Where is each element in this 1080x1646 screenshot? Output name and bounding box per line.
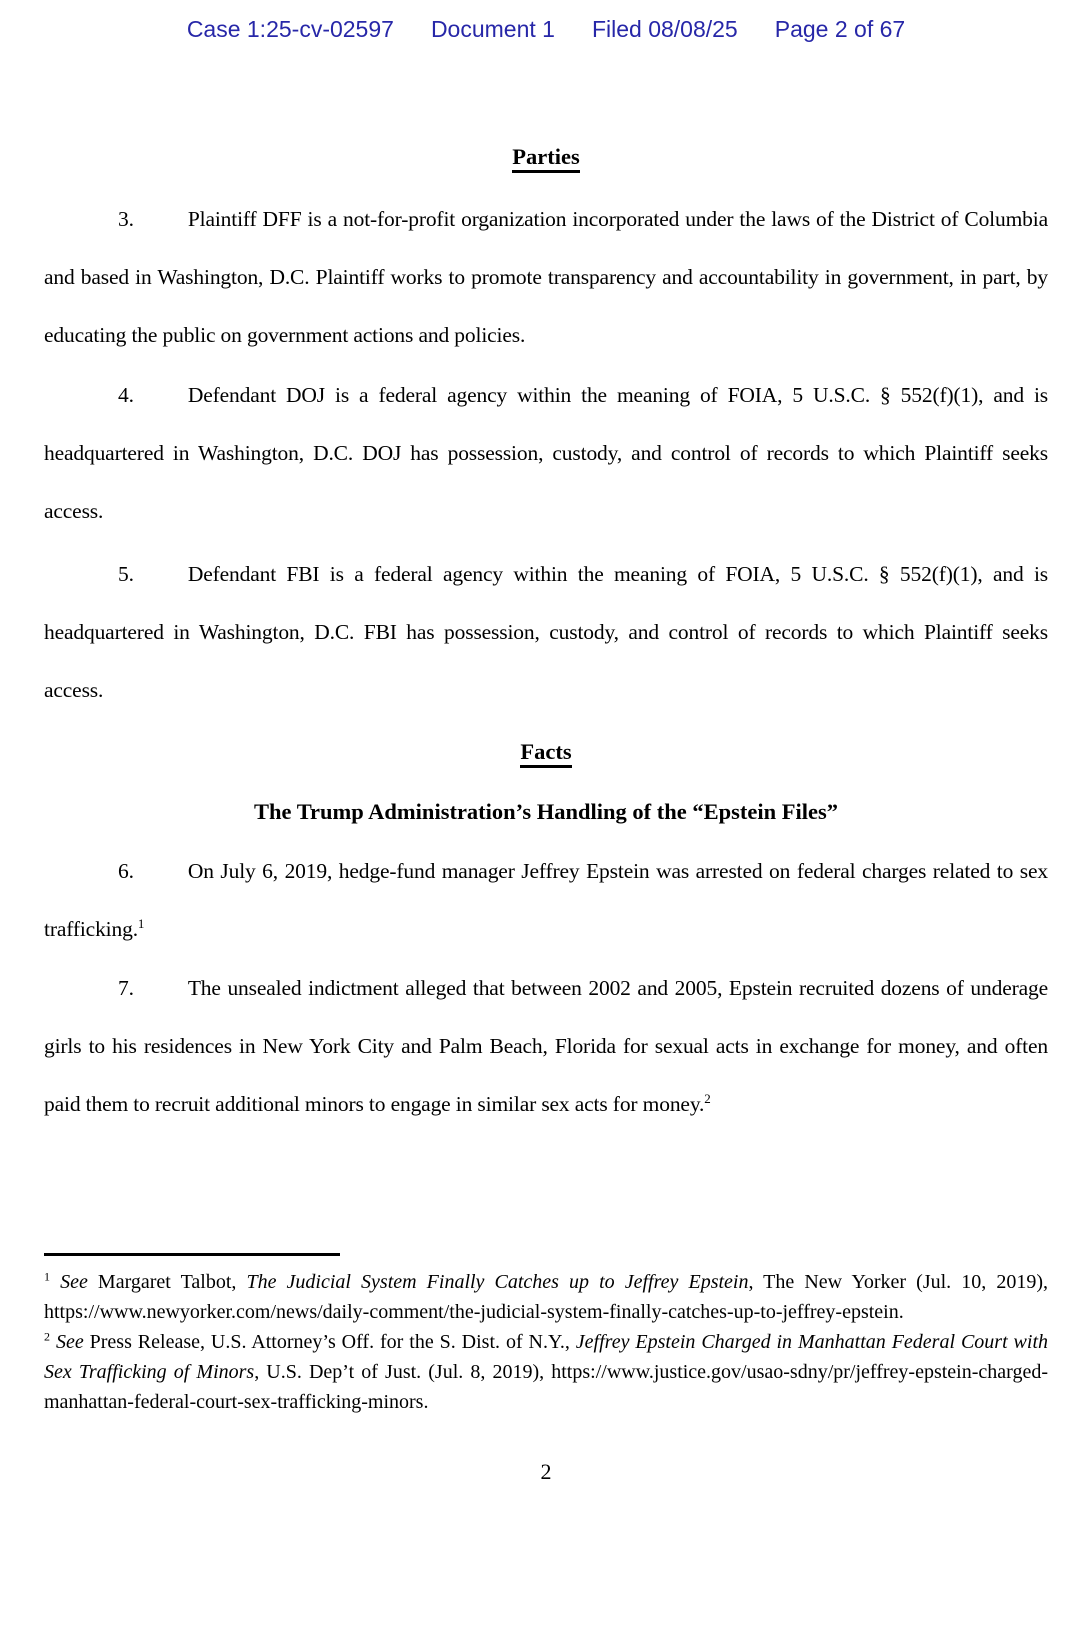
stamp-page-count: Page 2 of 67 xyxy=(774,16,906,42)
footnote-1-number: 1 xyxy=(44,1269,50,1284)
paragraph-4 xyxy=(44,366,1048,540)
paragraph-4-text: Defendant DOJ is a federal agency within the meaning of FOIA, 5 U.S.C. § 552(f)(1), and is headquartered in Washington, D.C. DOJ has possession, custody, and control of records to which Plaintiff seeks access. xyxy=(44,383,1048,523)
footnote-ref-1: 1 xyxy=(137,915,145,931)
paragraph-3-number: 3. xyxy=(118,207,134,231)
footnote-1-citation-post: , The New Yorker (Jul. 10, 2019), https://www.newyorker.com/news/daily-comment/the-judicial-system-finally-catches-up-to-jeffrey-epstein. xyxy=(44,1271,1048,1323)
footnote-2-article-title: Jeffrey Epstein Charged in Manhattan Federal Court with Sex Trafficking of Minors xyxy=(44,1331,1049,1383)
footnote-2-number: 2 xyxy=(44,1329,50,1344)
paragraph-5-number: 5. xyxy=(118,562,134,586)
paragraph-3-text: Plaintiff DFF is a not-for-profit organization incorporated under the laws of the District of Columbia and based in Washington, D.C. Plaintiff works to promote transparency and accountability in government, in part, by educating the public on government actions and policies. xyxy=(44,207,1048,347)
footnote-2-signal: See xyxy=(55,1331,84,1353)
paragraph-7 xyxy=(44,959,1048,1133)
paragraph-6-text: On July 6, 2019, hedge-fund manager Jeffrey Epstein was arrested on federal charges related to sex trafficking. xyxy=(44,859,1048,941)
parties-heading: Parties xyxy=(512,145,579,173)
stamp-filed-date: Filed 08/08/25 xyxy=(591,16,738,42)
paragraph-7-number: 7. xyxy=(118,976,134,1000)
footnote-1 xyxy=(44,1267,1048,1327)
footnote-2-citation-pre: Press Release, U.S. Attorney’s Off. for the S. Dist. of N.Y., xyxy=(83,1331,576,1353)
footnote-1-signal: See xyxy=(60,1271,88,1293)
footnote-ref-2: 2 xyxy=(704,1090,711,1106)
paragraph-7-text: The unsealed indictment alleged that between 2002 and 2005, Epstein recruited dozens of underage girls to his residences in New York City and Palm Beach, Florida for sexual acts in exchange for money, and often paid them to recruit additional minors to engage in similar sex acts for money. xyxy=(44,976,1048,1116)
footnote-2 xyxy=(44,1327,1048,1417)
footnote-1-citation-pre: Margaret Talbot, xyxy=(87,1271,247,1293)
page-number: 2 xyxy=(540,1459,552,1484)
paragraph-6-number: 6. xyxy=(118,859,134,883)
facts-heading-row xyxy=(44,740,1048,768)
paragraph-5-text: Defendant FBI is a federal agency within the meaning of FOIA, 5 U.S.C. § 552(f)(1), and is headquartered in Washington, D.C. FBI has possession, custody, and control of records to which Plaintiff seeks access. xyxy=(44,562,1048,702)
facts-subheading: The Trump Administration’s Handling of the “Epstein Files” xyxy=(253,799,839,824)
paragraph-4-number: 4. xyxy=(118,383,134,407)
footnote-separator xyxy=(44,1253,340,1256)
ecf-stamp xyxy=(44,16,1048,42)
stamp-document-number: Document 1 xyxy=(430,16,555,42)
paragraph-3 xyxy=(44,190,1048,364)
paragraph-6 xyxy=(44,842,1048,958)
footnotes-section xyxy=(44,1267,1048,1417)
paragraph-5 xyxy=(44,545,1048,719)
footnote-2-citation-post: , U.S. Dep’t of Just. (Jul. 8, 2019), https://www.justice.gov/usao-sdny/pr/jeffrey-epstein-charged-manhattan-federal-court-sex-trafficking-minors. xyxy=(44,1361,1048,1413)
stamp-case-number: Case 1:25-cv-02597 xyxy=(186,16,394,42)
footnote-1-article-title: The Judicial System Finally Catches up to Jeffrey Epstein xyxy=(246,1271,749,1293)
parties-heading-row xyxy=(44,145,1048,173)
facts-heading: Facts xyxy=(520,740,571,768)
